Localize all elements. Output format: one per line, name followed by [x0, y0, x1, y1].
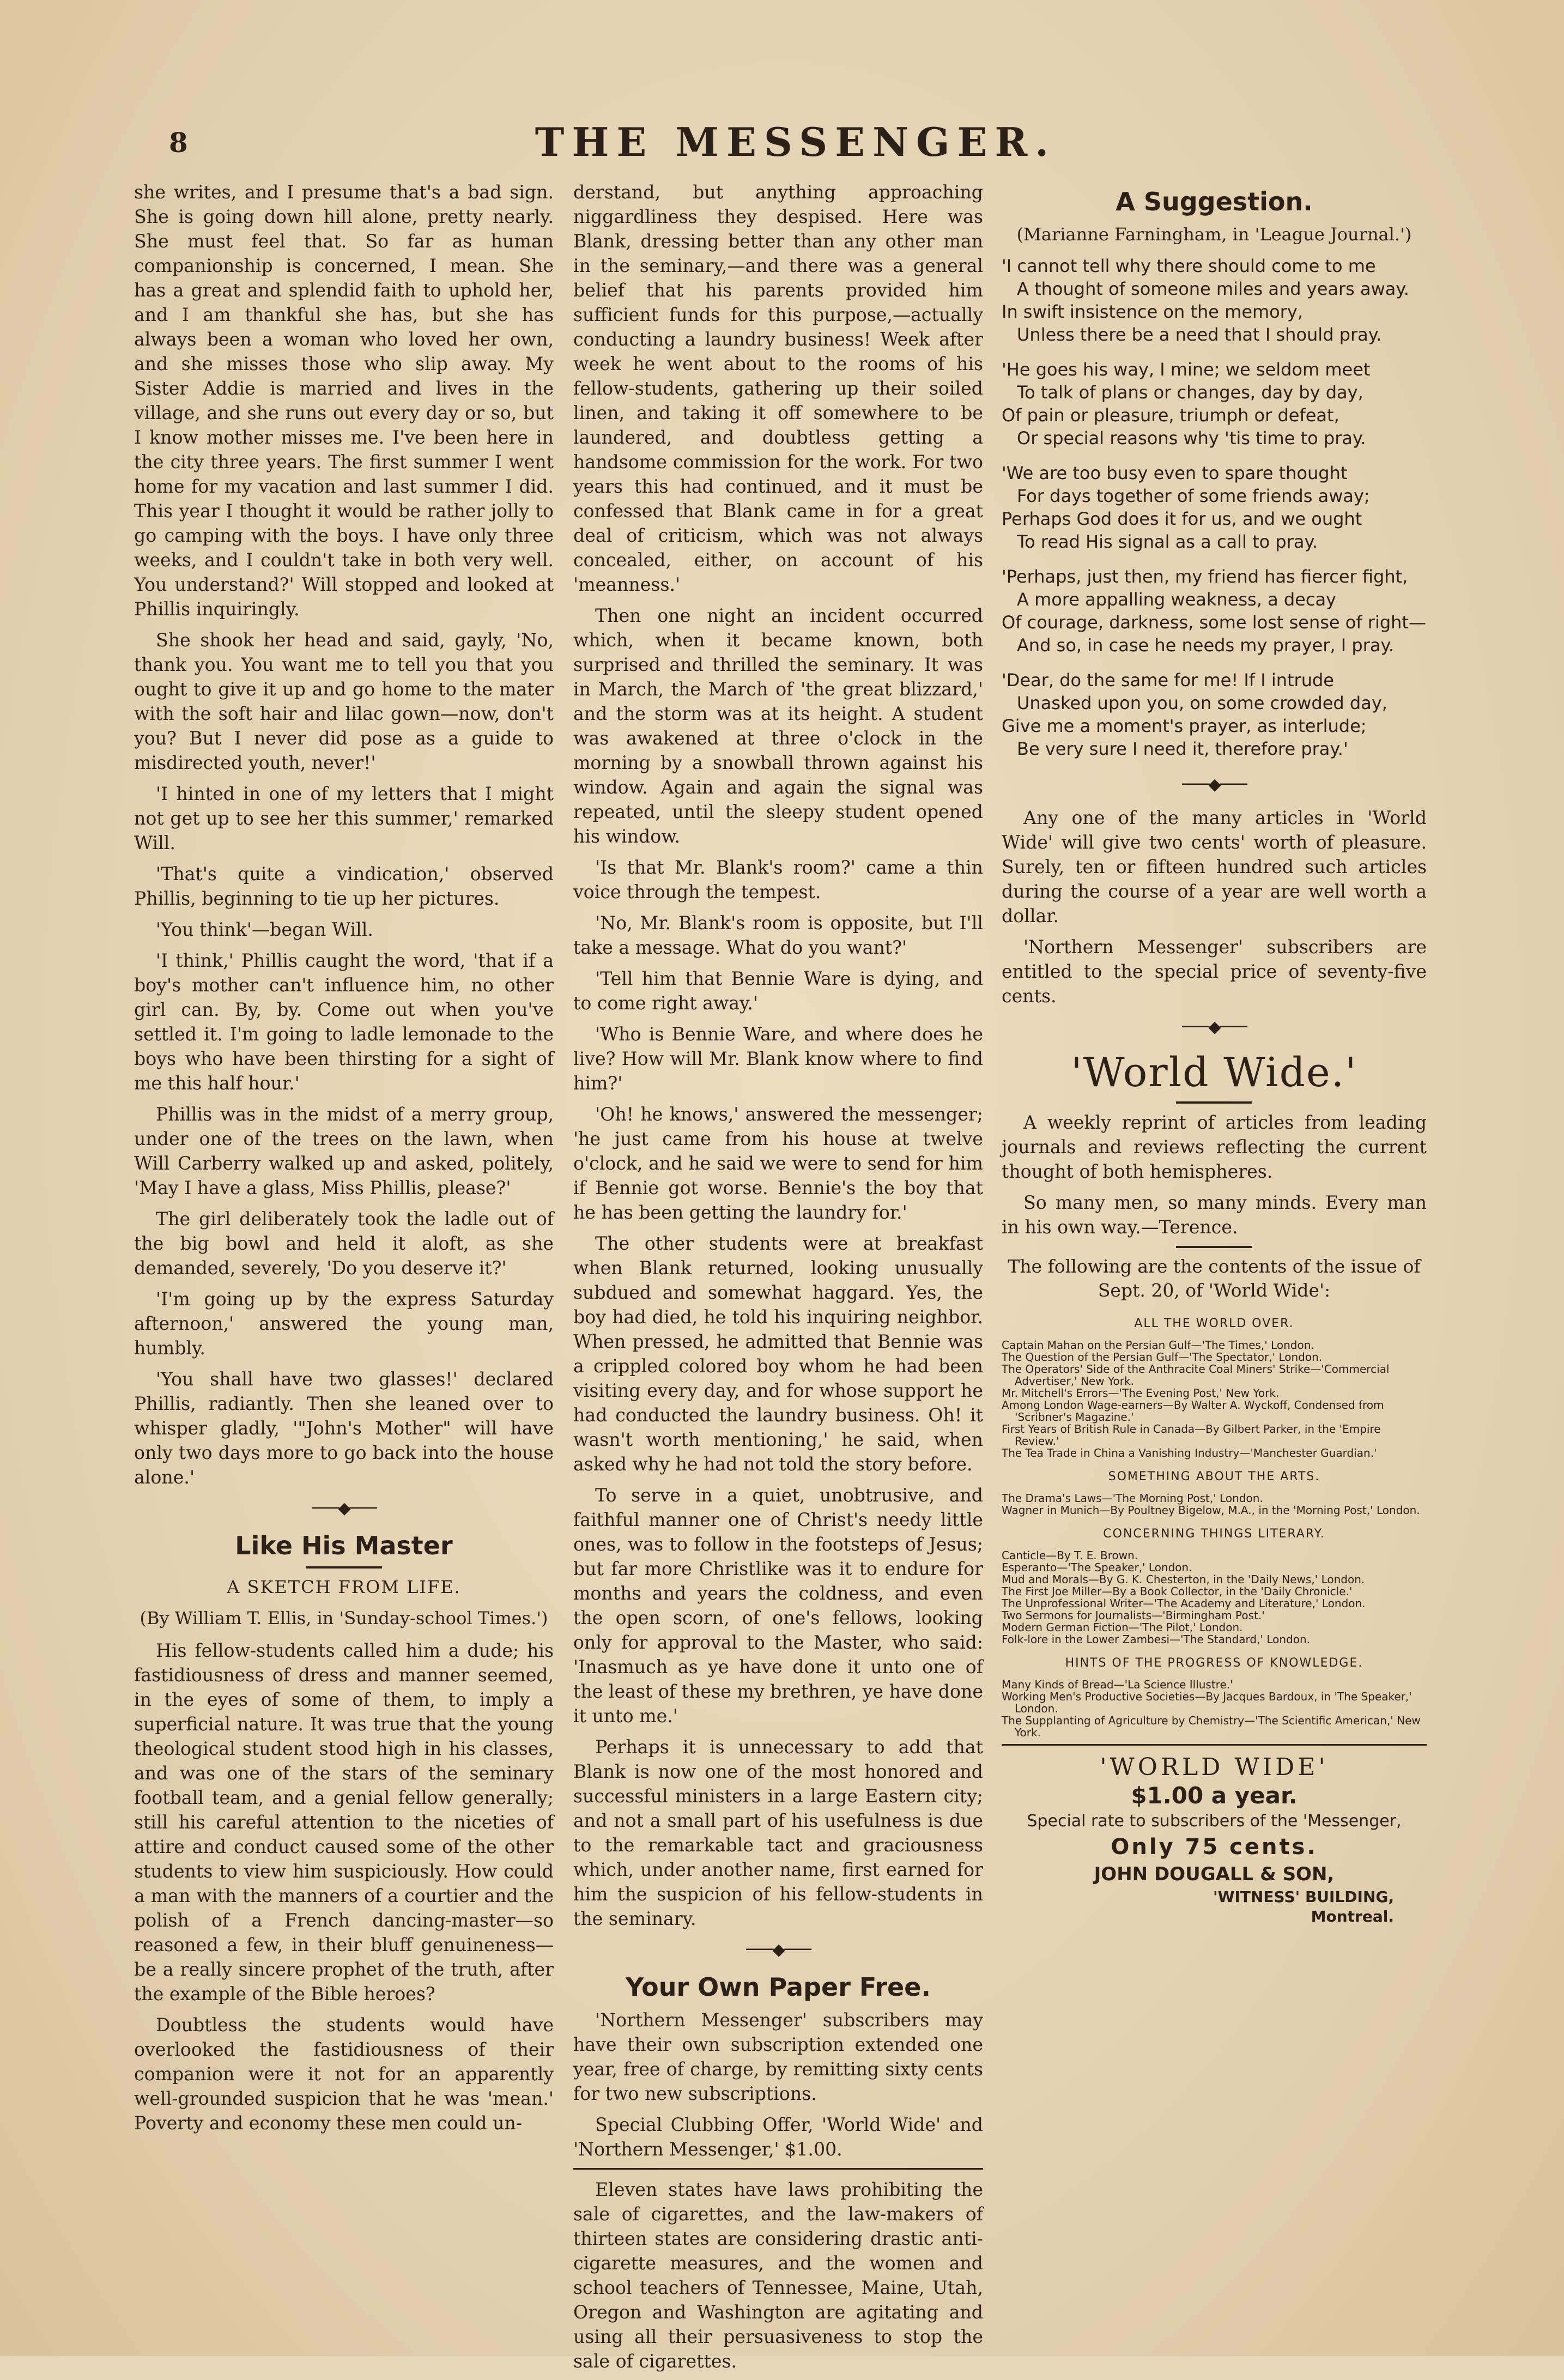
paragraph: She shook her head and said, gayly, 'No, thank you. You want me to tell you that you ought to give it up and go home to the mater with the soft hair and lilac gown—now, don't you? But I never did pose as a guide to misdirected youth, never!': [134, 629, 554, 773]
divider-rule: [1002, 1744, 1427, 1746]
paragraph: His fellow-students called him a dude; his fastidiousness of dress and manner seemed, in the eyes of some of them, to imply a superficial nature. It was true that the young theological student stood high in his classes, and was one of the stars of the seminary football team, and a genial fellow generally; still his careful attention to the niceties of attire and conduct caused some of the other students to view him suspiciously. How could a man with the manners of a courtier and the polish of a French dancing-master—so reasoned a few, in their bluff genuineness—be a really sincere prophet of the truth, after the example of the Bible heroes?: [134, 1640, 554, 2004]
contents-section-title: HINTS OF THE PROGRESS OF KNOWLEDGE.: [1065, 1656, 1363, 1670]
contents-item: Modern German Fiction—'The Pilot,' London.: [1002, 1621, 1243, 1634]
contents-item: The Operators' Side of the Anthracite Coal Miners' Strike—'Commercial Advertiser,' New York.: [1002, 1362, 1390, 1388]
paragraph: 'Who is Bennie Ware, and where does he live? How will Mr. Blank know where to find him?': [573, 1024, 983, 1094]
contents-section-title: CONCERNING THINGS LITERARY.: [1103, 1527, 1325, 1541]
contents-item: Esperanto—'The Speaker,' London.: [1002, 1561, 1192, 1574]
page-number: 8: [169, 126, 188, 159]
contents-item: The First Joe Miller—By a Book Collector, in the 'Daily Chronicle.': [1002, 1585, 1353, 1598]
stanza: [1002, 358, 1427, 450]
contents-item: The Tea Trade in China a Vanishing Industry—'Manchester Guardian.': [1002, 1446, 1377, 1460]
contents-intro: The following are the contents of the issue of Sept. 20, of 'World Wide':: [1008, 1256, 1421, 1301]
paragraph: The other students were at breakfast when Blank returned, looking unusually subdued and somewhat haggard. Yes, the boy had died, he told his inquiring neighbor. When pressed, he admitted that Bennie was a crippled colored boy whom he had been visiting every day, and for whose support he had conducted the laundry business. Oh! it wasn't worth mentioning,' he said, when asked why he had not told the story before.: [573, 1233, 983, 1475]
ad-only: Only 75 cents.: [1111, 1834, 1318, 1860]
paragraph: 'I hinted in one of my letters that I might not get up to see her this summer,' remarked Will.: [134, 783, 554, 853]
paragraph: 'I think,' Phillis caught the word, 'that if a boy's mother can't influence him, no other girl can. By, by. Come out when you've settled it. I'm going to ladle lemonade to the boys who have been thirsting for a sight of me this half hour.': [134, 950, 554, 1094]
ornament-divider: ───◆───: [746, 1940, 810, 1959]
poem-line: To talk of plans or changes, day by day,: [1017, 382, 1363, 403]
contents-item: The Supplanting of Agriculture by Chemistry—'The Scientific American,' New York.: [1002, 1714, 1421, 1739]
poem-line: Or special reasons why 'tis time to pray.: [1017, 428, 1366, 449]
ad-building: 'WITNESS' BUILDING,: [1213, 1888, 1394, 1906]
paragraph: To serve in a quiet, unobtrusive, and faithful manner one of Christ's needy little ones, was to follow in the footsteps of Jesus; but far more Christlike was it to endure for months and years the coldness, and even the open scorn, of one's fellows, looking only for approval to the Master, who said: 'Inasmuch as ye have done it unto one of the least of these my brethren, ye have done it unto me.': [573, 1485, 983, 1727]
contents-item: Working Men's Productive Societies—By Jacques Bardoux, in 'The Speaker,' London.: [1002, 1690, 1412, 1715]
ornament-divider: ───◆───: [1182, 775, 1246, 794]
story-continued: [134, 180, 554, 1489]
poem-line: Give me a moment's prayer, as interlude;: [1002, 716, 1367, 736]
poem-line: A thought of someone miles and years away.: [1017, 278, 1409, 299]
poem-line: Unless there be a need that I should pray.: [1017, 324, 1382, 345]
contents-item: Two Sermons for Journalists—'Birmingham Post.': [1002, 1609, 1265, 1622]
poem-line: 'He goes his way, I mine; we seldom meet: [1002, 359, 1371, 380]
contents-item: Mud and Morals—By G. K. Chesterton, in the 'Daily News,' London.: [1002, 1573, 1365, 1586]
free-paper-title: Your Own Paper Free.: [626, 1972, 931, 2002]
contents-item: Canticle—By T. E. Brown.: [1002, 1549, 1138, 1562]
paragraph: 'Is that Mr. Blank's room?' came a thin voice through the tempest.: [573, 857, 983, 903]
paragraph: A weekly reprint of articles from leading journals and reviews reflecting the current thought of both hemispheres.: [1002, 1112, 1427, 1182]
contents-item: Many Kinds of Bread—'La Science Illustre.': [1002, 1678, 1233, 1691]
poem-line: For days together of some friends away;: [1017, 486, 1370, 506]
contents-item: Captain Mahan on the Persian Gulf—'The Times,' London.: [1002, 1339, 1314, 1352]
world-wide-title: 'World Wide.': [1071, 1049, 1357, 1096]
poem-title: A Suggestion.: [1116, 187, 1313, 216]
poem-line: 'We are too busy even to spare thought: [1002, 463, 1348, 483]
ad-city: Montreal.: [1311, 1907, 1394, 1925]
stanza: [1002, 565, 1427, 657]
paragraph: The girl deliberately took the ladle out of the big bowl and held it aloft, as she demanded, severely, 'Do you deserve it?': [134, 1208, 554, 1279]
title-rule: [306, 1566, 382, 1569]
poem-line: To read His signal as a call to pray.: [1017, 531, 1318, 552]
paragraph: Special Clubbing Offer, 'World Wide' and 'Northern Messenger,' $1.00.: [573, 2114, 983, 2160]
contents-item: Wagner in Munich—By Poultney Bigelow, M.A., in the 'Morning Post,' London.: [1002, 1504, 1420, 1517]
paragraph: Perhaps it is unnecessary to add that Blank is now one of the most honored and successful ministers in a large Eastern city; and not a small part of his usefulness is due to the remarkable tact and graciousness which, under another name, first earned for him the suspicion of his fellow-students in the seminary.: [573, 1736, 983, 1929]
ad-publisher: JOHN DOUGALL & SON,: [1094, 1863, 1335, 1885]
column-2: [573, 180, 983, 2380]
paragraph: derstand, but anything approaching niggardliness they despised. Here was Blank, dressing better than any other man in the seminary,—and there was a general belief that his parents provided him sufficient funds for this purpose,—actually conducting a laundry business! Week after week he went about to the rooms of his fellow-students, gathering up their soiled linen, and taking it off somewhere to be laundered, and doubtless getting a handsome commission for the work. For two years this had continued, and it must be confessed that Blank came in for a great deal of criticism, which was not always concealed, either, on account of his 'meanness.': [573, 181, 983, 595]
paragraph: she writes, and I presume that's a bad sign. She is going down hill alone, pretty nearly. She must feel that. So far as human companionship is concerned, I mean. She has a great and splendid faith to uphold her, and I am thankful she has, but she has always been a woman who loved her own, and she misses those who slip away. My Sister Addie is married and lives in the village, and she runs out every day or so, but I know mother misses me. I've been here in the city three years. The first summer I went home for my vacation and last summer I did. This year I thought it would be rather jolly to go camping with the boys. I have only three weeks, and I couldn't take in both very well. You understand?' Will stopped and looked at Phillis inquiringly.: [134, 181, 554, 620]
title-rule: [1176, 1246, 1252, 1248]
poem-line: Be very sure I need it, therefore pray.': [1017, 738, 1348, 759]
paragraph: 'Oh! he knows,' answered the messenger; 'he just came from his house at twelve o'clock, and he said we were to send for him if Bennie got worse. Bennie's the boy that he has been getting the laundry for.': [573, 1104, 983, 1223]
story-title: Like His Master: [235, 1531, 453, 1560]
ad-title: 'WORLD WIDE': [1100, 1753, 1329, 1781]
poem-line: Unasked upon you, on some crowded day,: [1017, 693, 1387, 713]
poem-line: 'I cannot tell why there should come to me: [1002, 256, 1376, 276]
paragraph: Then one night an incident occurred which, when it became known, both surprised and thrilled the seminary. It was in March, the March of 'the great blizzard,' and the storm was at its height. A student was awakened at three o'clock in the morning by a snowball thrown against his window. Again and again the signal was repeated, until the sleepy student opened his window.: [573, 605, 983, 847]
poem-line: 'Dear, do the same for me! If I intrude: [1002, 670, 1334, 691]
paragraph: 'You shall have two glasses!' declared Phillis, radiantly. Then she leaned over to whisper gladly, '"John's Mother" will have only two days more to go back into the house alone.': [134, 1368, 554, 1488]
paragraph: 'No, Mr. Blank's room is opposite, but I'll take a message. What do you want?': [573, 912, 983, 958]
stanza: [1002, 669, 1427, 760]
contents-item: Folk-lore in the Lower Zambesi—'The Standard,' London.: [1002, 1633, 1310, 1646]
ornament-divider: ───◆───: [312, 1499, 376, 1518]
poem-credit: (Marianne Farningham, in 'League Journal.'): [1016, 224, 1412, 245]
divider-rule: [573, 2168, 983, 2170]
column-1: [134, 180, 554, 2142]
paragraph: Any one of the many articles in 'World Wide' will give two cents' worth of pleasure. Surely, ten or fifteen hundred such articles during the course of a year are well worth a dollar.: [1002, 807, 1427, 926]
paragraph: 'You think'—began Will.: [156, 919, 373, 940]
contents-item: Among London Wage-earners—By Walter A. Wyckoff, Condensed from 'Scribner's Magazine.': [1002, 1398, 1384, 1424]
paragraph: Phillis was in the midst of a merry group, under one of the trees on the lawn, when Will Carberry walked up and asked, politely, 'May I have a glass, Miss Phillis, please?': [134, 1104, 554, 1198]
poem-line: Of courage, darkness, some lost sense of right—: [1002, 612, 1426, 633]
poem-line: And so, in case he needs my prayer, I pray.: [1017, 635, 1394, 656]
poem-line: Of pain or pleasure, triumph or defeat,: [1002, 405, 1339, 426]
contents-section-title: SOMETHING ABOUT THE ARTS.: [1108, 1470, 1320, 1483]
stanza: [1002, 255, 1427, 346]
poem: [1002, 255, 1427, 760]
story-credit: (By William T. Ellis, in 'Sunday-school Times.'): [140, 1608, 548, 1628]
paragraph: Doubtless the students would have overlooked the fastidiousness of their companion were it not for an apparently well-grounded suspicion that he was 'mean.' Poverty and economy these men could un-: [134, 2014, 554, 2134]
contents-item: Mr. Mitchell's Errors—'The Evening Post,' New York.: [1002, 1386, 1280, 1400]
contents-item: First Years of British Rule in Canada—By Gilbert Parker, in the 'Empire Review.': [1002, 1422, 1381, 1448]
paragraph: 'I'm going up by the express Saturday afternoon,' answered the young man, humbly.: [134, 1288, 554, 1359]
poem-line: In swift insistence on the memory,: [1002, 301, 1304, 322]
paragraph: 'Northern Messenger' subscribers are entitled to the special price of seventy-five cents.: [1002, 936, 1427, 1007]
paragraph: 'Northern Messenger' subscribers may have their own subscription extended one year, free of charge, by remitting sixty cents for two new subscriptions.: [573, 2009, 983, 2104]
contents-item: The Unprofessional Writer—'The Academy and Literature,' London.: [1002, 1597, 1366, 1610]
paragraph: 'Tell him that Bennie Ware is dying, and to come right away.': [573, 968, 983, 1014]
contents-list: [1002, 1311, 1427, 1739]
ornament-divider: ───◆───: [1182, 1018, 1246, 1037]
contents-item: The Drama's Laws—'The Morning Post,' London.: [1002, 1492, 1263, 1505]
poem-line: A more appalling weakness, a decay: [1017, 589, 1336, 610]
poem-line: 'Perhaps, just then, my friend has fiercer fight,: [1002, 566, 1408, 587]
subscription-ad: [1002, 1753, 1427, 1927]
paragraph: Eleven states have laws prohibiting the sale of cigarettes, and the law-makers of thirteen states are considering drastic anti-cigarette measures, and the women and school teachers of Tennessee, Maine, Utah, Oregon and Washington are agitating and using all their persuasiveness to stop the sale of cigarettes.: [573, 2179, 983, 2372]
quote: So many men, so many minds. Every man in his own way.—Terence.: [1002, 1192, 1427, 1238]
stanza: [1002, 462, 1427, 553]
column-3: [1002, 180, 1427, 1927]
ad-price: $1.00 a year.: [1131, 1782, 1298, 1809]
poem-line: Perhaps God does it for us, and we ought: [1002, 508, 1362, 529]
title-rule: [1176, 1101, 1252, 1104]
contents-item: The Question of the Persian Gulf—'The Spectator,' London.: [1002, 1351, 1323, 1364]
contents-section-title: ALL THE WORLD OVER.: [1134, 1317, 1294, 1330]
ad-special: Special rate to subscribers of the 'Messenger,: [1027, 1812, 1402, 1831]
paragraph: 'That's quite a vindication,' observed Phillis, beginning to tie up her pictures.: [134, 863, 554, 909]
story-subtitle: A SKETCH FROM LIFE.: [227, 1577, 461, 1597]
masthead: THE MESSENGER.: [535, 119, 1057, 165]
